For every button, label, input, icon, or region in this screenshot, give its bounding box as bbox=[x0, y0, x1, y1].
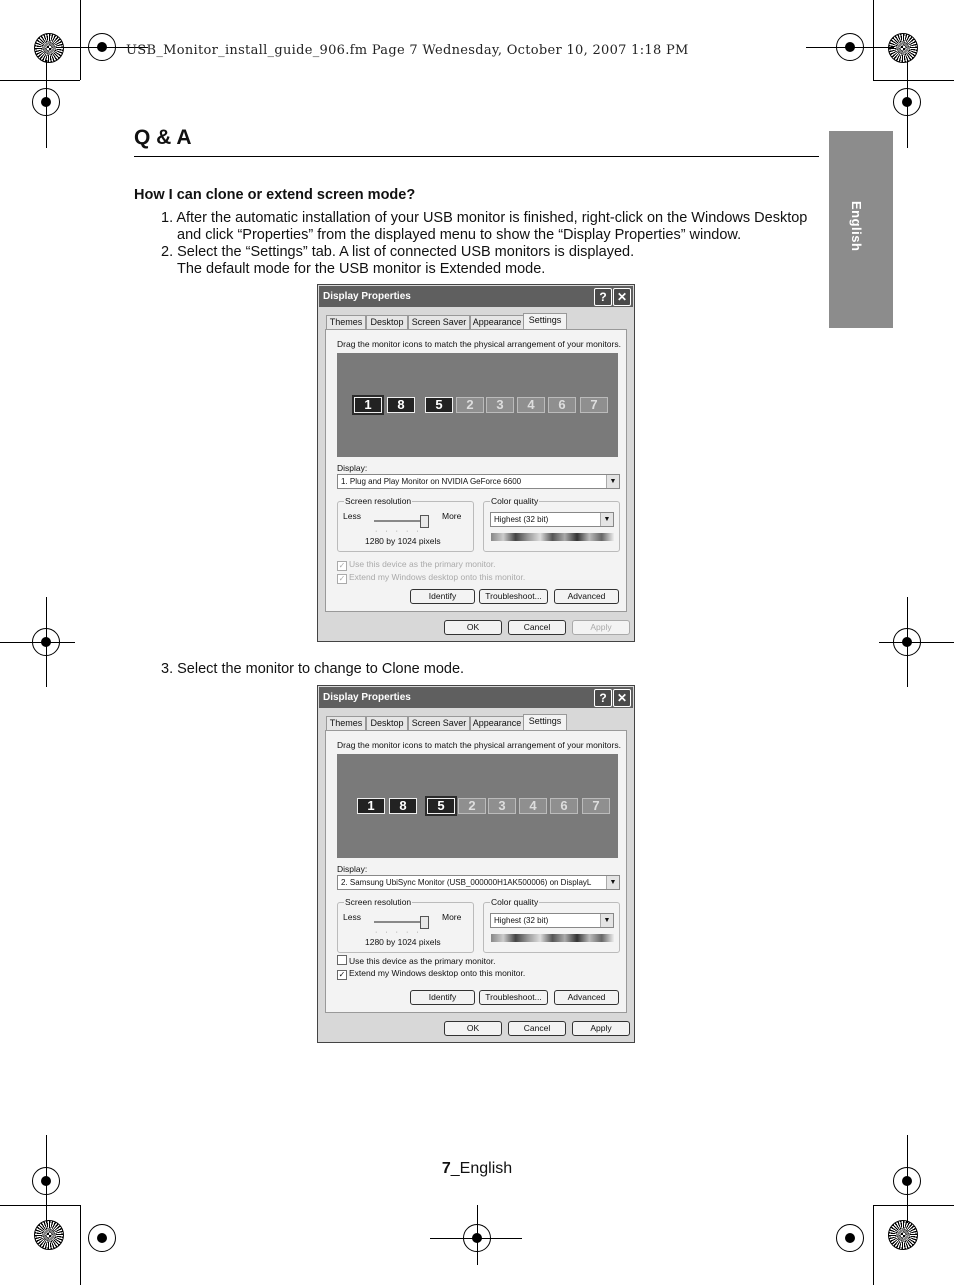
identify-button[interactable]: Identify bbox=[410, 589, 475, 604]
advanced-button[interactable]: Advanced bbox=[554, 589, 619, 604]
chevron-down-icon: ▼ bbox=[600, 914, 613, 927]
step-1-line-2: and click “Properties” from the displayed menu to show the “Display Properties” window. bbox=[177, 227, 742, 243]
registration-mark-icon bbox=[888, 33, 918, 63]
display-select[interactable] bbox=[337, 474, 620, 489]
language-side-tab bbox=[829, 131, 893, 328]
group-title: Screen resolution bbox=[345, 897, 412, 907]
crop-line bbox=[879, 642, 954, 643]
slider-ticks: ····· bbox=[375, 929, 427, 936]
less-label: Less bbox=[343, 912, 361, 922]
color-sample-bar bbox=[491, 533, 614, 541]
dialog-title: Display Properties bbox=[323, 692, 411, 703]
monitor-icon-4[interactable]: 4 bbox=[519, 798, 547, 814]
checkbox-icon: ✓ bbox=[338, 574, 346, 583]
color-quality-group bbox=[483, 897, 620, 953]
slider-thumb[interactable] bbox=[420, 515, 429, 528]
resolution-slider[interactable] bbox=[374, 921, 426, 923]
slider-ticks: ····· bbox=[375, 528, 427, 535]
advanced-button[interactable]: Advanced bbox=[554, 990, 619, 1005]
footer-language: _English bbox=[450, 1160, 513, 1177]
ok-button[interactable]: OK bbox=[444, 1021, 502, 1036]
screen-resolution-group bbox=[337, 897, 474, 953]
monitor-icon-6[interactable]: 6 bbox=[550, 798, 578, 814]
crop-line bbox=[907, 60, 908, 148]
monitor-icon-8[interactable]: 8 bbox=[389, 798, 417, 814]
monitor-icon-5[interactable]: 5 bbox=[425, 397, 453, 413]
primary-monitor-label: Use this device as the primary monitor. bbox=[349, 956, 496, 966]
cancel-button[interactable]: Cancel bbox=[508, 620, 566, 635]
apply-button[interactable]: Apply bbox=[572, 620, 630, 635]
monitor-icon-7[interactable]: 7 bbox=[580, 397, 608, 413]
tab-desktop[interactable]: Desktop bbox=[366, 315, 408, 329]
page-title: Q & A bbox=[134, 126, 192, 149]
primary-monitor-checkbox[interactable] bbox=[337, 955, 495, 966]
troubleshoot-button[interactable]: Troubleshoot... bbox=[479, 990, 548, 1005]
registration-mark-icon bbox=[34, 1220, 64, 1250]
group-title: Color quality bbox=[491, 897, 539, 907]
display-select-value: 2. Samsung UbiSync Monitor (USB_000000H1AK500006) on DisplayL bbox=[341, 878, 592, 887]
monitor-icon-7[interactable]: 7 bbox=[582, 798, 610, 814]
screen-resolution-group bbox=[337, 496, 474, 552]
crop-line bbox=[0, 1205, 80, 1206]
more-label: More bbox=[442, 912, 462, 922]
tab-appearance[interactable]: Appearance bbox=[470, 315, 524, 329]
step-1-line-1: 1. After the automatic installation of your USB monitor is finished, right-click on the Windows Desktop bbox=[161, 210, 808, 226]
monitor-icon-3[interactable]: 3 bbox=[488, 798, 516, 814]
checkbox-icon bbox=[337, 955, 347, 965]
dialog-titlebar bbox=[319, 286, 633, 307]
troubleshoot-button[interactable]: Troubleshoot... bbox=[479, 589, 548, 604]
arrangement-hint: Drag the monitor icons to match the physical arrangement of your monitors. bbox=[337, 740, 621, 750]
step-2-line-1: 2. Select the “Settings” tab. A list of connected USB monitors is displayed. bbox=[161, 244, 635, 260]
extend-desktop-checkbox[interactable] bbox=[337, 968, 525, 980]
apply-button[interactable]: Apply bbox=[572, 1021, 630, 1036]
tab-appearance[interactable]: Appearance bbox=[470, 716, 524, 730]
section-heading: How I can clone or extend screen mode? bbox=[134, 187, 416, 203]
close-icon[interactable]: ✕ bbox=[613, 689, 631, 707]
slider-thumb[interactable] bbox=[420, 916, 429, 929]
tab-screen-saver[interactable]: Screen Saver bbox=[408, 716, 470, 730]
monitor-icon-3[interactable]: 3 bbox=[486, 397, 514, 413]
tab-screen-saver[interactable]: Screen Saver bbox=[408, 315, 470, 329]
settings-panel bbox=[325, 329, 627, 612]
resolution-value: 1280 by 1024 pixels bbox=[365, 937, 441, 947]
primary-monitor-checkbox[interactable] bbox=[337, 559, 495, 571]
monitor-icon-6[interactable]: 6 bbox=[548, 397, 576, 413]
crop-line bbox=[0, 80, 80, 81]
tab-desktop[interactable]: Desktop bbox=[366, 716, 408, 730]
help-icon[interactable]: ? bbox=[594, 689, 612, 707]
crop-line bbox=[873, 1205, 874, 1285]
registration-mark-icon bbox=[34, 33, 64, 63]
display-select-value: 1. Plug and Play Monitor on NVIDIA GeForce 6600 bbox=[341, 477, 522, 486]
tab-settings[interactable]: Settings bbox=[523, 714, 567, 731]
side-tab-label: English bbox=[849, 201, 864, 252]
extend-desktop-checkbox[interactable] bbox=[337, 572, 525, 584]
crop-line bbox=[0, 642, 75, 643]
tab-settings[interactable]: Settings bbox=[523, 313, 567, 330]
monitor-arrangement-area[interactable] bbox=[337, 353, 618, 457]
page-footer bbox=[0, 1160, 954, 1178]
crop-line bbox=[806, 47, 894, 48]
ok-button[interactable]: OK bbox=[444, 620, 502, 635]
resolution-value: 1280 by 1024 pixels bbox=[365, 536, 441, 546]
extend-desktop-label: Extend my Windows desktop onto this monitor. bbox=[349, 968, 526, 978]
crop-line bbox=[873, 80, 954, 81]
color-sample-bar bbox=[491, 934, 614, 942]
resolution-slider[interactable] bbox=[374, 520, 426, 522]
crop-line bbox=[873, 1205, 954, 1206]
crop-line bbox=[477, 1205, 478, 1265]
display-label: Display: bbox=[337, 463, 368, 473]
tab-themes[interactable]: Themes bbox=[326, 716, 366, 730]
color-quality-value: Highest (32 bit) bbox=[494, 515, 549, 524]
display-label: Display: bbox=[337, 864, 368, 874]
monitor-icon-2[interactable]: 2 bbox=[458, 798, 486, 814]
color-quality-select[interactable] bbox=[490, 512, 614, 527]
color-quality-select[interactable] bbox=[490, 913, 614, 928]
checkbox-icon: ✓ bbox=[338, 970, 346, 979]
monitor-icon-4[interactable]: 4 bbox=[517, 397, 545, 413]
group-title: Color quality bbox=[491, 496, 539, 506]
crosshair-icon bbox=[88, 1224, 116, 1252]
primary-monitor-label: Use this device as the primary monitor. bbox=[349, 559, 496, 569]
group-title: Screen resolution bbox=[345, 496, 412, 506]
identify-button[interactable]: Identify bbox=[410, 990, 475, 1005]
arrangement-hint: Drag the monitor icons to match the physical arrangement of your monitors. bbox=[337, 339, 621, 349]
crop-line bbox=[907, 1135, 908, 1223]
crop-line bbox=[46, 60, 47, 148]
less-label: Less bbox=[343, 511, 361, 521]
checkbox-icon: ✓ bbox=[338, 561, 346, 570]
crop-line bbox=[80, 1205, 81, 1285]
monitor-icon-1[interactable]: 1 bbox=[354, 397, 382, 413]
display-properties-dialog-1 bbox=[317, 284, 635, 642]
display-select[interactable] bbox=[337, 875, 620, 890]
page-number: 7 bbox=[441, 1160, 451, 1177]
crop-line bbox=[430, 1238, 522, 1239]
registration-mark-icon bbox=[888, 1220, 918, 1250]
chevron-down-icon: ▼ bbox=[606, 876, 619, 889]
monitor-icon-5[interactable]: 5 bbox=[427, 798, 455, 814]
monitor-icon-2[interactable]: 2 bbox=[456, 397, 484, 413]
color-quality-group bbox=[483, 496, 620, 552]
title-divider bbox=[134, 156, 819, 157]
extend-desktop-label: Extend my Windows desktop onto this monitor. bbox=[349, 572, 526, 582]
crop-line bbox=[873, 0, 874, 80]
close-icon[interactable]: ✕ bbox=[613, 288, 631, 306]
crop-line bbox=[46, 1135, 47, 1223]
display-properties-dialog-2 bbox=[317, 685, 635, 1043]
help-icon[interactable]: ? bbox=[594, 288, 612, 306]
step-2-line-2: The default mode for the USB monitor is Extended mode. bbox=[177, 261, 546, 277]
chevron-down-icon: ▼ bbox=[606, 475, 619, 488]
cancel-button[interactable]: Cancel bbox=[508, 1021, 566, 1036]
color-quality-value: Highest (32 bit) bbox=[494, 916, 549, 925]
settings-panel bbox=[325, 730, 627, 1013]
crop-line bbox=[80, 0, 81, 80]
monitor-arrangement-area[interactable] bbox=[337, 754, 618, 858]
step-3: 3. Select the monitor to change to Clone mode. bbox=[161, 661, 465, 677]
more-label: More bbox=[442, 511, 462, 521]
dialog-titlebar bbox=[319, 687, 633, 708]
print-header: USB_Monitor_install_guide_906.fm Page 7 Wednesday, October 10, 2007 1:18 PM bbox=[126, 43, 689, 58]
monitor-icon-1[interactable]: 1 bbox=[357, 798, 385, 814]
chevron-down-icon: ▼ bbox=[600, 513, 613, 526]
tab-themes[interactable]: Themes bbox=[326, 315, 366, 329]
dialog-title: Display Properties bbox=[323, 291, 411, 302]
monitor-icon-8[interactable]: 8 bbox=[387, 397, 415, 413]
crosshair-icon bbox=[836, 1224, 864, 1252]
